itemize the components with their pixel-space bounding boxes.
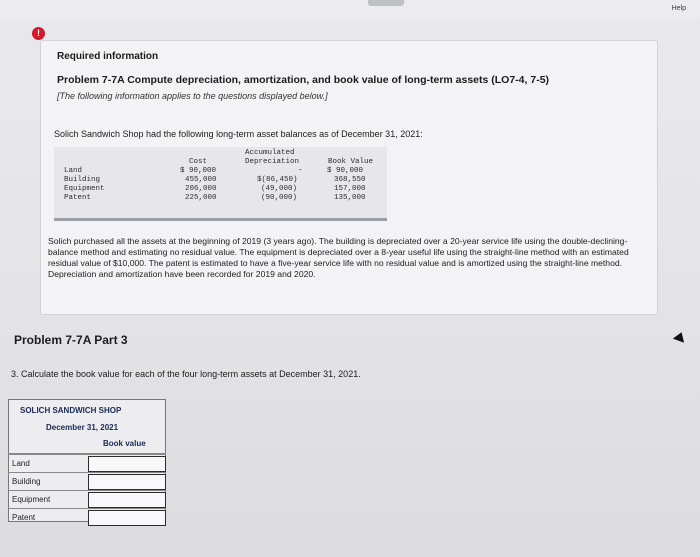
header-depreciation: Depreciation (245, 158, 300, 166)
info-note: [The following information applies to the questions displayed below.] (57, 91, 328, 101)
top-tab[interactable] (368, 0, 404, 6)
answer-row-label: Patent (12, 513, 36, 522)
answer-row-label: Land (12, 459, 30, 468)
answer-row-patent (8, 508, 166, 526)
table-row-cost: 225,000 (185, 194, 217, 202)
answer-row-land (8, 454, 166, 472)
table-row-accum: (90,000) (261, 194, 298, 202)
header-book-value: Book Value (328, 158, 374, 166)
land-book-value-input[interactable] (88, 456, 166, 472)
problem-title: Problem 7-7A Compute depreciation, amortization, and book value of long-term assets (LO7-4, 7-5) (57, 74, 550, 86)
answer-row-label: Building (12, 477, 41, 486)
help-link[interactable]: Help (671, 5, 686, 12)
table-row-cost: 455,000 (185, 176, 217, 184)
required-information-card (40, 40, 658, 315)
problem-paragraph: Solich purchased all the assets at the beginning of 2019 (3 years ago). The building is depreciated over a 20-year service life using the double-declining-balance method and estimating no residual value. The equipment is depreciated over a 8-year useful life using the straight-line method with an estimated residual value of $10,000. The patent is estimated to have a five-year service life with no residual value and is amortized using the straight-line method. Depreciation and amortization have been recorded for 2019 and 2020. (48, 236, 629, 279)
shop-name-heading: SOLICH SANDWICH SHOP (20, 406, 122, 415)
asset-balance-table (54, 147, 387, 221)
table-row-asset: Patent (64, 194, 92, 202)
intro-text: Solich Sandwich Shop had the following long-term asset balances as of December 31, 2021: (54, 129, 423, 139)
table-row-accum: $(86,450) (257, 176, 298, 184)
header-cost: Cost (189, 158, 208, 166)
patent-book-value-input[interactable] (88, 510, 166, 526)
table-row-book: $ 90,000 (327, 167, 364, 175)
exclamation-circle-icon: ! (32, 27, 45, 40)
mouse-pointer-icon (673, 330, 687, 343)
table-row-cost: $ 90,000 (180, 167, 217, 175)
answer-row-label: Equipment (12, 495, 51, 504)
top-bar (0, 0, 700, 18)
answer-row-equipment (8, 490, 166, 508)
question-text: 3. Calculate the book value for each of the four long-term assets at December 31, 2021. (11, 369, 361, 379)
table-row-book: 135,000 (334, 194, 366, 202)
equipment-book-value-input[interactable] (88, 492, 166, 508)
table-row-accum: - (298, 167, 303, 175)
table-row-asset: Building (64, 176, 101, 184)
table-row-accum: (49,000) (261, 185, 298, 193)
table-row-asset: Land (64, 167, 83, 175)
book-value-column-header: Book value (103, 439, 146, 448)
table-row-asset: Equipment (64, 185, 105, 193)
part-title: Problem 7-7A Part 3 (14, 333, 128, 347)
required-information-heading: Required information (57, 51, 159, 62)
table-row-book: 157,000 (334, 185, 366, 193)
table-row-cost: 206,000 (185, 185, 217, 193)
table-row-book: 368,550 (334, 176, 366, 184)
header-accumulated: Accumulated (245, 149, 295, 157)
statement-date: December 31, 2021 (46, 423, 119, 432)
answer-row-building (8, 472, 166, 490)
building-book-value-input[interactable] (88, 474, 166, 490)
